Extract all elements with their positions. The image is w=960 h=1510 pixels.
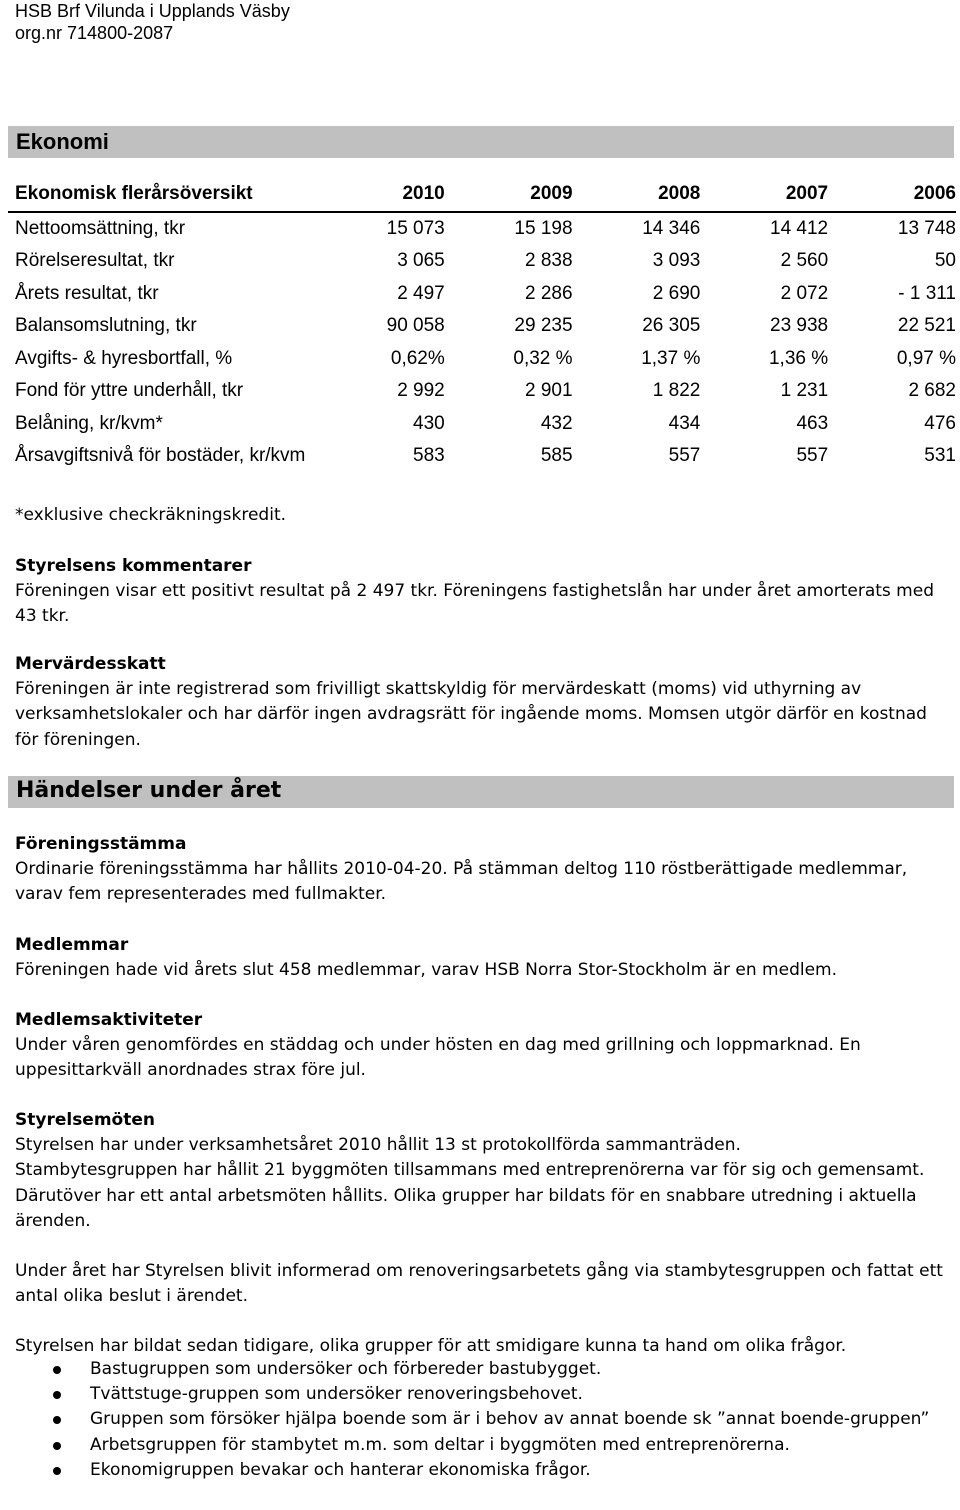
row-label: Nettoomsättning, tkr xyxy=(15,217,186,239)
list-item xyxy=(15,1458,945,1483)
cell-value: 557 xyxy=(796,445,829,467)
bullet-icon xyxy=(53,1391,61,1399)
row-label: Avgifts- & hyresbortfall, % xyxy=(15,347,233,369)
medlemsaktiviteter-block xyxy=(15,1008,945,1084)
cell-value: 15 198 xyxy=(514,217,573,239)
styrelsens-kommentarer-block xyxy=(15,554,945,630)
paragraph: Föreningen är inte registrerad som frivilligt skattskyldig för mervärdeskatt (moms) vid uthyrning av verksamhetslokaler och har därför ingen avdragsrätt för ingående moms. Momsen utgör därför en kostnad för föreningen. xyxy=(15,679,927,750)
list-item xyxy=(15,1433,945,1458)
subheading: Styrelsemöten xyxy=(15,1110,155,1130)
groups-list xyxy=(15,1357,945,1483)
table-title: Ekonomisk flerårsöversikt xyxy=(15,183,253,205)
table-row xyxy=(8,343,956,376)
paragraph: Föreningen hade vid årets slut 458 medlemmar, varav HSB Norra Stor-Stockholm är en medlem. xyxy=(15,960,838,981)
table-row xyxy=(8,408,956,441)
list-item-text: Arbetsgruppen för stambytet m.m. som deltar i byggmöten med entreprenörerna. xyxy=(90,1434,790,1455)
cell-value: 0,62% xyxy=(390,347,445,369)
cell-value: 2 901 xyxy=(525,380,573,402)
cell-value: 3 065 xyxy=(397,250,445,272)
cell-value: 23 938 xyxy=(770,315,829,337)
foreningsstamma-block xyxy=(15,832,945,908)
table-row xyxy=(8,245,956,278)
subheading: Föreningsstämma xyxy=(15,834,187,854)
paragraph: Under våren genomfördes en städdag och under hösten en dag med grillning och loppmarknad. En uppesittarkväll anordnades strax före jul. xyxy=(15,1035,861,1081)
paragraph: Ordinarie föreningsstämma har hållits 2010-04-20. På stämman deltog 110 röstberättigade medlemmar, varav fem representerades med fullmakter. xyxy=(15,859,908,905)
row-label: Årets resultat, tkr xyxy=(15,282,159,304)
cell-value: 0,32 % xyxy=(513,347,573,369)
table-row xyxy=(8,440,956,473)
cell-value: 2 838 xyxy=(525,250,573,272)
subheading: Mervärdesskatt xyxy=(15,654,166,674)
list-item xyxy=(15,1382,945,1407)
list-item-text: Tvättstuge-gruppen som undersöker renoveringsbehovet. xyxy=(90,1384,583,1405)
bullet-icon xyxy=(53,1442,61,1450)
table-row xyxy=(8,278,956,311)
cell-value: 557 xyxy=(668,445,701,467)
cell-value: 1 231 xyxy=(780,380,829,402)
cell-value: 3 093 xyxy=(652,250,701,272)
organization-name: HSB Brf Vilunda i Upplands Väsby xyxy=(15,1,290,21)
cell-value: 2 690 xyxy=(652,282,701,304)
cell-value: 13 748 xyxy=(897,217,956,239)
cell-value: 432 xyxy=(540,412,573,434)
cell-value: 2 286 xyxy=(525,282,573,304)
section-heading-ekonomi xyxy=(8,126,954,158)
cell-value: - 1 311 xyxy=(898,282,956,304)
cell-value: 14 346 xyxy=(642,217,701,239)
bullet-icon xyxy=(53,1467,61,1475)
cell-value: 15 073 xyxy=(386,217,445,239)
list-item xyxy=(15,1357,945,1382)
subheading: Medlemsaktiviteter xyxy=(15,1010,203,1030)
paragraph: Styrelsen har bildat sedan tidigare, olika grupper för att smidigare kunna ta hand om olika frågor. xyxy=(15,1336,847,1356)
paragraph: Styrelsen har under verksamhetsåret 2010 hållit 13 st protokollförda sammanträden. xyxy=(15,1135,741,1156)
cell-value: 434 xyxy=(668,412,701,434)
list-item xyxy=(15,1407,945,1432)
list-item-text: Ekonomigruppen bevakar och hanterar ekonomiska frågor. xyxy=(90,1459,591,1480)
styrelsemoten-block xyxy=(15,1108,945,1234)
row-label: Årsavgiftsnivå för bostäder, kr/kvm xyxy=(15,445,306,467)
cell-value: 531 xyxy=(924,445,956,467)
table-row xyxy=(8,375,956,408)
cell-value: 50 xyxy=(934,250,956,272)
cell-value: 430 xyxy=(413,412,445,434)
cell-value: 0,97 % xyxy=(896,347,956,369)
table-header-row xyxy=(8,178,956,212)
year-header: 2006 xyxy=(913,183,956,205)
paragraph: Föreningen visar ett positivt resultat på 2 497 tkr. Föreningens fastighetslån har under året amorterats med 43 tkr. xyxy=(15,581,934,627)
cell-value: 2 560 xyxy=(780,250,829,272)
mervardesskatt-block xyxy=(15,652,945,753)
bullet-icon xyxy=(53,1366,61,1374)
cell-value: 29 235 xyxy=(514,315,573,337)
subheading: Styrelsens kommentarer xyxy=(15,556,252,576)
cell-value: 26 305 xyxy=(642,315,701,337)
subheading: Medlemmar xyxy=(15,935,129,955)
year-header: 2009 xyxy=(530,183,573,205)
year-header: 2010 xyxy=(402,183,445,205)
row-label: Balansomslutning, tkr xyxy=(15,315,197,337)
year-header: 2007 xyxy=(785,183,829,205)
cell-value: 1,36 % xyxy=(768,347,829,369)
paragraph: Stambytesgruppen har hållit 21 byggmöten tillsammans med entreprenörerna var för sig och gemensamt. Därutöver har ett antal arbetsmöten hållits. Olika grupper har bildats för en snabbare utredning i aktuella ärenden. xyxy=(15,1160,925,1231)
cell-value: 463 xyxy=(796,412,829,434)
cell-value: 476 xyxy=(924,412,956,434)
row-label: Rörelseresultat, tkr xyxy=(15,250,175,272)
section-title: Ekonomi xyxy=(16,129,109,154)
cell-value: 1 822 xyxy=(652,380,701,402)
cell-value: 22 521 xyxy=(897,315,956,337)
list-item-text: Bastugruppen som undersöker och förbereder bastubygget. xyxy=(90,1359,602,1379)
paragraph: Under året har Styrelsen blivit informerad om renoveringsarbetets gång via stambytesgruppen och fattat ett antal olika beslut i ärendet. xyxy=(15,1261,943,1307)
cell-value: 583 xyxy=(413,445,445,467)
year-header: 2008 xyxy=(658,183,701,205)
row-label: Fond för yttre underhåll, tkr xyxy=(15,380,244,402)
bullet-icon xyxy=(53,1416,61,1424)
cell-value: 1,37 % xyxy=(641,347,701,369)
cell-value: 2 992 xyxy=(397,380,445,402)
table-row xyxy=(8,212,956,246)
cell-value: 2 497 xyxy=(397,282,445,304)
organization-number: org.nr 714800-2087 xyxy=(15,23,174,43)
footnote: *exklusive checkräkningskredit. xyxy=(15,505,287,525)
row-label: Belåning, kr/kvm* xyxy=(15,412,163,434)
cell-value: 585 xyxy=(540,445,573,467)
section-heading-handelser xyxy=(8,776,954,808)
cell-value: 90 058 xyxy=(386,315,445,337)
list-item-text: Gruppen som försöker hjälpa boende som är i behov av annat boende sk ”annat boende-gruppen” xyxy=(90,1409,930,1430)
financial-overview-table xyxy=(8,178,956,473)
section-title: Händelser under året xyxy=(16,778,282,803)
cell-value: 14 412 xyxy=(770,217,829,239)
cell-value: 2 682 xyxy=(908,380,956,402)
cell-value: 2 072 xyxy=(780,282,829,304)
table-row xyxy=(8,310,956,343)
medlemmar-block xyxy=(15,933,945,983)
